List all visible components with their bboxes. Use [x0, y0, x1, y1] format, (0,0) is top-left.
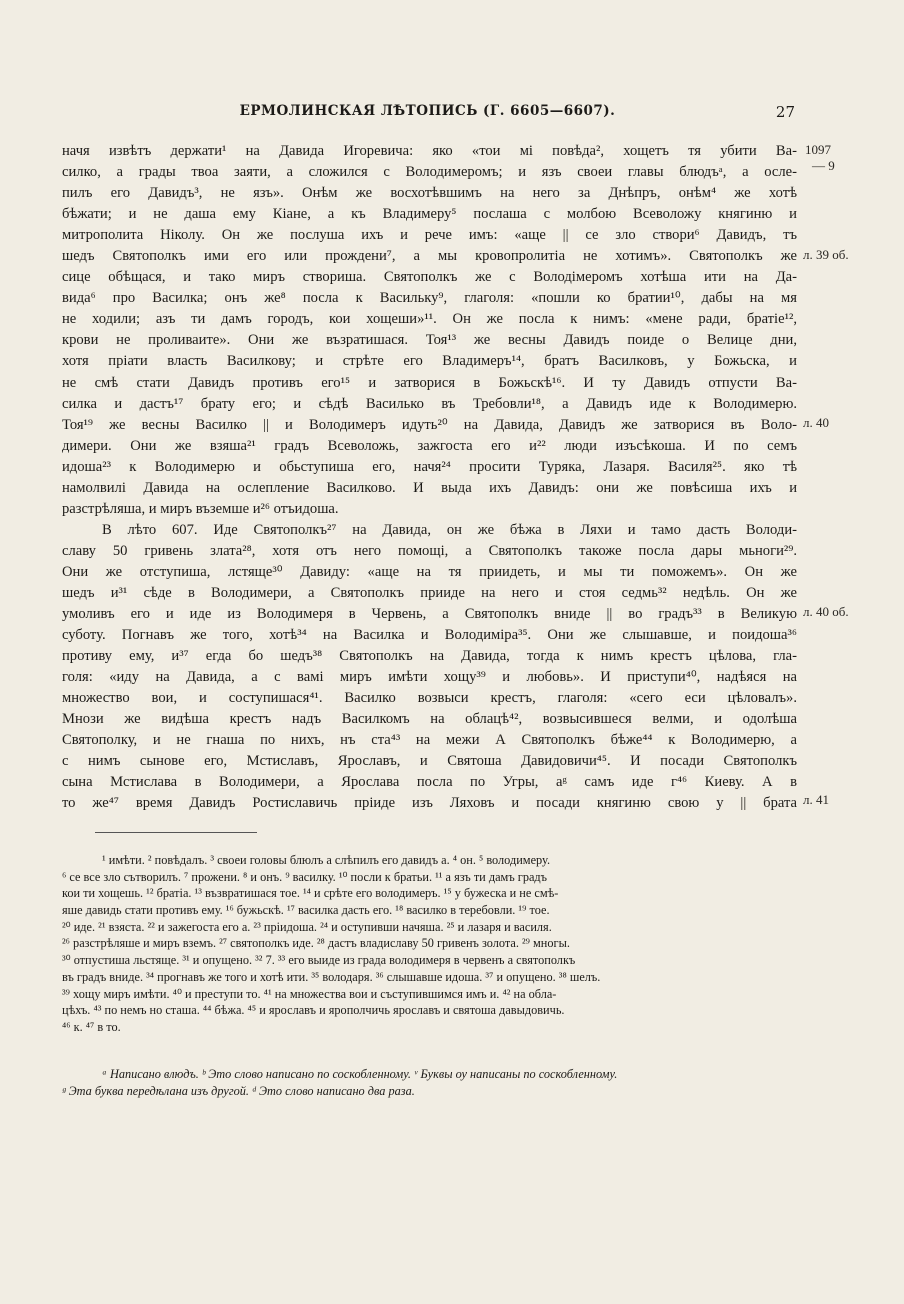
text-line: Мнози же видѣша крестъ надъ Василкомъ на облацѣ⁴², возвысившеся велми, и одолѣша [62, 711, 797, 728]
text-line: шедъ и³¹ сѣде в Володимери, а Святополкъ прииде на него и стоя седмь³² недѣль. Он же [62, 584, 797, 601]
margin-folio: л. 39 об. [803, 247, 849, 262]
footnote-line: ³⁰ отпустиша льстяще. ³¹ и опущено. ³² 7. ³³ его выиде из града володимеря в червенъ а святополкъ [62, 953, 576, 968]
text-line: не смѣ стати Давидъ противъ его¹⁵ и затворися в Божьскѣ¹⁶. И ту Давидъ отпусти Ва- [62, 374, 797, 391]
text-line: В лѣто 607. Иде Святополкъ²⁷ на Давида, он же бѣжа в Ляхи и тамо дасть Володи- [102, 521, 797, 538]
text-line: пилъ его Давидъ³, не язъ». Онѣм же восхотѣвшимъ на него за Днѣпръ, онѣм⁴ же хотѣ [62, 185, 797, 202]
text-line: не ходили; азъ ти дамъ городъ, кои хощеши»¹¹. Он же посла к нимъ: «мене ради, братіе¹², [62, 311, 797, 328]
footnote-line: въ градъ вниде. ³⁴ прогнавъ же того и хотѣ ити. ³⁵ володаря. ³⁶ слышавше идоша. ³⁷ и опущено. ³⁸ шелъ. [62, 969, 601, 984]
footnote-line: ²⁶ разстрѣляше и миръ вземъ. ²⁷ святополкъ иде. ²⁸ дастъ владиславу 50 гривенъ золота. ²⁹ многы. [62, 936, 570, 951]
text-line: силко, а грады твоа заяти, а сложился с Володимеромъ; и язъ своеи главы блюдъᵃ, а осле- [62, 164, 797, 181]
text-line: димери. Они же взяша²¹ градъ Всеволожь, зажгоста его и²² люди изъсѣкоша. И по семъ [62, 437, 797, 454]
footnote-line: ⁶ се все зло сътворилъ. ⁷ прожени. ⁸ и онъ. ⁹ василку. ¹⁰ посли к братьи. ¹¹ а язъ ти дамъ градъ [62, 869, 548, 884]
text-line: хотя пріати власть Василкову; и стрѣте его Владимеръ¹⁴, братъ Василковъ, у Божьска, и [62, 353, 797, 370]
text-line: идоша²³ к Володимерю и обьступиша его, начя²⁴ просити Туряка, Лазаря. Василя²⁵. яко тѣ [62, 458, 797, 475]
margin-folio: л. 40 об. [803, 604, 849, 619]
text-line: противу ему, и³⁷ егда бо шедъ³⁸ Святополкъ на Давида, тогда к нимъ крестъ цѣлова, гла- [62, 648, 797, 665]
text-line: бѣжати; и не даша ему Кіане, а къ Владимеру⁵ послаша с молбою Всеволожу княгиню и [62, 206, 797, 223]
text-line: умоливъ его и иде из Володимеря в Червень, а Святополкъ вниде || во градъ³³ в Великую [62, 606, 797, 623]
text-line: силка и дастъ¹⁷ брату его; и сѣдѣ Василько въ Требовли¹⁸, а Давидъ иде к Володимерю. [62, 395, 797, 412]
text-line: митрополита Ніколу. Он же послуша ихъ и рече имъ: «аще || се зло створи⁶ Давидъ, тъ [62, 227, 797, 244]
margin-year: 1097 [805, 142, 831, 157]
margin-folio: л. 41 [803, 792, 829, 807]
footnote-line: ²⁰ иде. ²¹ взяста. ²² и зажегоста его а. ²³ пріидоша. ²⁴ и оступивши начяша. ²⁵ и лазаря и василя. [62, 919, 552, 934]
text-line: вида⁶ про Василка; онъ же⁸ посла к Васильку⁹, глаголя: «пошли ко братии¹⁰, дабы на мя [62, 290, 797, 307]
text-line: то же⁴⁷ время Давидъ Ростиславичь пріиде изъ Ляховъ и посади княгиню свою у || брата [62, 795, 797, 812]
footnote-line: яше давидь стати противъ ему. ¹⁶ бужьскѣ. ¹⁷ василка дасть его. ¹⁸ василко в теребовли. ¹⁹ тое. [62, 903, 550, 918]
text-line: славу 50 гривень злата²⁸, хотя отъ него помощі, а Святополкъ такоже посла дары мьноги²⁹. [62, 542, 797, 559]
text-line: с нимъ сынове его, Мстиславъ, Ярославъ, и Святоша Давидовичи⁴⁵. И посади Святополкъ [62, 753, 797, 770]
footnote-line: цѣхъ. ⁴³ по немъ но сташа. ⁴⁴ бѣжа. ⁴⁵ и ярославъ и ярополчичь ярославъ и святоша давыдовичь. [62, 1003, 565, 1018]
variant-footnotes [62, 852, 797, 1036]
text-line: сице обѣщася, и тако миръ створиша. Святополкъ же с Володімеромъ хотѣша ити на Да- [62, 269, 797, 286]
main-text [62, 141, 797, 815]
footnote-line: ⁴⁶ к. ⁴⁷ в то. [62, 1019, 121, 1034]
footnote-line: ³⁹ хощу миръ имѣти. ⁴⁰ и преступи то. ⁴¹ на множества вои и съступившимся имъ и. ⁴² на обла- [62, 986, 557, 1001]
running-head: ЕРМОЛИНСКАЯ ЛѢТОПИСЬ (Г. 6605—6607). [239, 103, 616, 119]
text-line: Тоя¹⁹ же весны Василко || и Володимеръ идуть²⁰ на Давида, Давидъ же затворися въ Воло- [62, 416, 797, 433]
text-line: шедъ Святополкъ ими его или прождени⁷, а мы кровопролитіа не хотимъ». Святополкъ же [62, 248, 797, 265]
margin-year-range: — 9 [812, 158, 835, 173]
text-line: начя извѣтъ держати¹ на Давида Игоревича: яко «тои мі повѣда², хощетъ тя убити Ва- [62, 143, 797, 159]
margin-folio: л. 40 [803, 415, 829, 430]
text-line: голя: «иду на Давида, а с вамі миръ имѣти хощу³⁹ и любовь». И приступи⁴⁰, надѣяся на [62, 669, 797, 686]
letter-footnotes [62, 1066, 797, 1099]
footnote-divider [95, 832, 257, 833]
footnote-line: кои ти хощешь. ¹² братіа. ¹³ възвратишася тое. ¹⁴ и срѣте его володимеръ. ¹⁵ у бужеска и не смѣ- [62, 886, 559, 901]
letter-note-line: ᵍ Эта буква передѣлана изъ другой. ᵈ Это слово написано два раза. [62, 1083, 415, 1098]
text-line: Святополку, и не гнаша по нихъ, нъ ста⁴³ на межи А Святополкъ бѣже⁴⁴ к Володимерю, а [62, 732, 797, 749]
page-header [60, 103, 795, 125]
text-line: намолвилі Давида на ослепление Василково. И выда ихъ Давидъ: они же повѣсиша ихъ и [62, 479, 797, 496]
footnote-line: ¹ имѣти. ² повѣдалъ. ³ своеи головы блюлъ а слѣпилъ его давидъ а. ⁴ он. ⁵ володимеру. [102, 853, 551, 867]
text-line: Они же отступиша, лстяще³⁰ Давиду: «аще на тя приидеть, и мы ти поможемъ». Он же [62, 563, 797, 580]
text-line: крови не проливаите». Они же възратишася. Тоя¹³ же весны Давидъ поиде о Велице дни, [62, 332, 797, 349]
text-line: суботу. Погнавъ же того, хотѣ³⁴ на Василка и Володиміра³⁵. Они же слышавше, и поидоша³⁶ [62, 627, 797, 644]
text-line: сына Мстислава в Володимери, а Ярослава посла по Угры, аᵍ самъ иде г⁴⁶ Киеву. А в [62, 774, 797, 791]
page-number: 27 [775, 103, 795, 121]
text-line: разстрѣляша, и миръ въземше и²⁶ отъидоша. [62, 500, 339, 517]
text-line: множество вои, и соступишася⁴¹. Василко возвыси крестъ, глаголя: «сего еси цѣловалъ». [62, 690, 797, 707]
letter-note-line: ᵃ Написано влюдъ. ᵇ Это слово написано по соскобленному. ᵛ Буквы оу написаны по соскобленному. [102, 1067, 618, 1081]
